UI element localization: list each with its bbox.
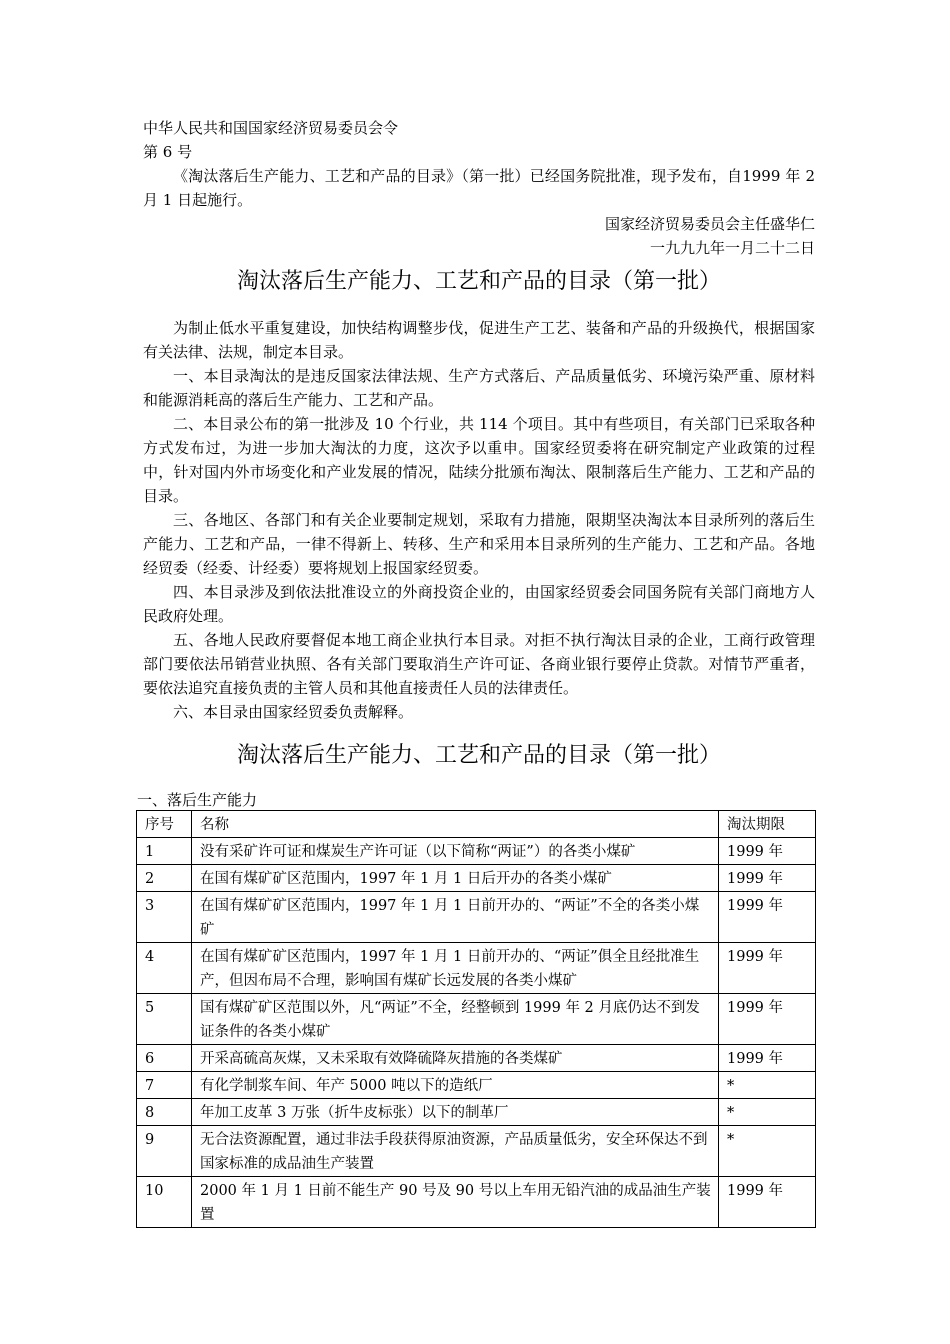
row-no: 10 — [137, 1177, 192, 1228]
paragraph-3: 三、各地区、各部门和有关企业要制定规划，采取有力措施，限期坚决淘汰本目录所列的落后生产能力、工艺和产品，一律不得新上、转移、生产和采用本目录所列的生产能力、工艺和产品。各地经贸委（经委、计经委）要将规划上报国家经贸委。 — [143, 511, 815, 577]
row-name: 在国有煤矿矿区范围内，1997 年 1 月 1 日前开办的、“两证”不全的各类小煤矿 — [192, 892, 719, 943]
row-deadline: 1999 年 — [719, 865, 816, 892]
table-header-row — [137, 811, 816, 838]
row-name: 有化学制浆车间、年产 5000 吨以下的造纸厂 — [192, 1072, 719, 1099]
row-deadline: 1999 年 — [719, 943, 816, 994]
row-name: 在国有煤矿矿区范围内，1997 年 1 月 1 日后开办的各类小煤矿 — [192, 865, 719, 892]
row-deadline: * — [719, 1099, 816, 1126]
row-name: 国有煤矿矿区范围以外，凡“两证”不全，经整顿到 1999 年 2 月底仍达不到发证条件的各类小煤矿 — [192, 994, 719, 1045]
row-deadline: 1999 年 — [719, 1177, 816, 1228]
row-name: 2000 年 1 月 1 日前不能生产 90 号及 90 号以上车用无铅汽油的成品油生产装置 — [192, 1177, 719, 1228]
table-row — [137, 1126, 816, 1177]
row-no: 8 — [137, 1099, 192, 1126]
row-no: 4 — [137, 943, 192, 994]
table-row — [137, 994, 816, 1045]
paragraph-2: 二、本目录公布的第一批涉及 10 个行业，共 114 个项目。其中有些项目，有关部门已采取各种方式发布过，为进一步加大淘汰的力度，这次予以重申。国家经贸委将在研究制定产业政策的过程中，针对国内外市场变化和产业发展的情况，陆续分批颁布淘汰、限制落后生产能力、工艺和产品的目录。 — [143, 415, 815, 505]
table-row — [137, 1177, 816, 1228]
paragraph-1: 一、本目录淘汰的是违反国家法律法规、生产方式落后、产品质量低劣、环境污染严重、原材料和能源消耗高的落后生产能力、工艺和产品。 — [143, 367, 815, 409]
table-row — [137, 892, 816, 943]
row-deadline: * — [719, 1072, 816, 1099]
body-paragraphs — [143, 316, 815, 724]
row-no: 1 — [137, 838, 192, 865]
row-deadline: 1999 年 — [719, 1045, 816, 1072]
paragraph-intro: 为制止低水平重复建设，加快结构调整步伐，促进生产工艺、装备和产品的升级换代，根据国家有关法律、法规，制定本目录。 — [143, 319, 815, 361]
header-deadline: 淘汰期限 — [719, 811, 816, 838]
row-no: 6 — [137, 1045, 192, 1072]
paragraph-4: 四、本目录涉及到依法批准设立的外商投资企业的，由国家经贸委会同国务院有关部门商地方人民政府处理。 — [143, 583, 815, 625]
row-no: 7 — [137, 1072, 192, 1099]
table-row — [137, 1045, 816, 1072]
header-block — [143, 116, 815, 260]
table-row — [137, 1099, 816, 1126]
table-row — [137, 865, 816, 892]
row-deadline: 1999 年 — [719, 838, 816, 865]
row-name: 没有采矿许可证和煤炭生产许可证（以下简称“两证”）的各类小煤矿 — [192, 838, 719, 865]
paragraph-6: 六、本目录由国家经贸委负责解释。 — [173, 703, 414, 721]
header-name: 名称 — [192, 811, 719, 838]
document-title: 淘汰落后生产能力、工艺和产品的目录（第一批） — [236, 269, 721, 294]
row-no: 3 — [137, 892, 192, 943]
section-heading: 一、落后生产能力 — [137, 791, 258, 809]
row-name: 无合法资源配置，通过非法手段获得原油资源，产品质量低劣，安全环保达不到国家标准的成品油生产装置 — [192, 1126, 719, 1177]
list-title: 淘汰落后生产能力、工艺和产品的目录（第一批） — [236, 743, 721, 768]
row-no: 5 — [137, 994, 192, 1045]
row-name: 开采高硫高灰煤，又未采取有效降硫降灰措施的各类煤矿 — [192, 1045, 719, 1072]
order-number: 第 6 号 — [143, 143, 193, 161]
row-name: 在国有煤矿矿区范围内，1997 年 1 月 1 日前开办的、“两证”俱全且经批准生产，但因布局不合理，影响国有煤矿长远发展的各类小煤矿 — [192, 943, 719, 994]
issuer-line: 中华人民共和国国家经济贸易委员会令 — [143, 119, 399, 137]
issue-date: 一九九九年一月二十二日 — [649, 239, 815, 257]
signatory: 国家经济贸易委员会主任盛华仁 — [604, 215, 815, 233]
row-name: 年加工皮革 3 万张（折牛皮标张）以下的制革厂 — [192, 1099, 719, 1126]
row-deadline: 1999 年 — [719, 892, 816, 943]
announcement-paragraph: 《淘汰落后生产能力、工艺和产品的目录》（第一批）已经国务院批准，现予发布，自1999 年 2 月 1 日起施行。 — [143, 167, 815, 209]
paragraph-5: 五、各地人民政府要督促本地工商企业执行本目录。对拒不执行淘汰目录的企业，工商行政管理部门要依法吊销营业执照、各有关部门要取消生产许可证、各商业银行要停止贷款。对情节严重者，要依法追究直接负责的主管人员和其他直接责任人员的法律责任。 — [143, 631, 815, 697]
row-no: 2 — [137, 865, 192, 892]
header-no: 序号 — [137, 811, 192, 838]
row-deadline: 1999 年 — [719, 994, 816, 1045]
row-no: 9 — [137, 1126, 192, 1177]
table-row — [137, 943, 816, 994]
obsolete-capacity-table — [136, 810, 816, 1228]
table-row — [137, 838, 816, 865]
row-deadline: * — [719, 1126, 816, 1177]
table-row — [137, 1072, 816, 1099]
